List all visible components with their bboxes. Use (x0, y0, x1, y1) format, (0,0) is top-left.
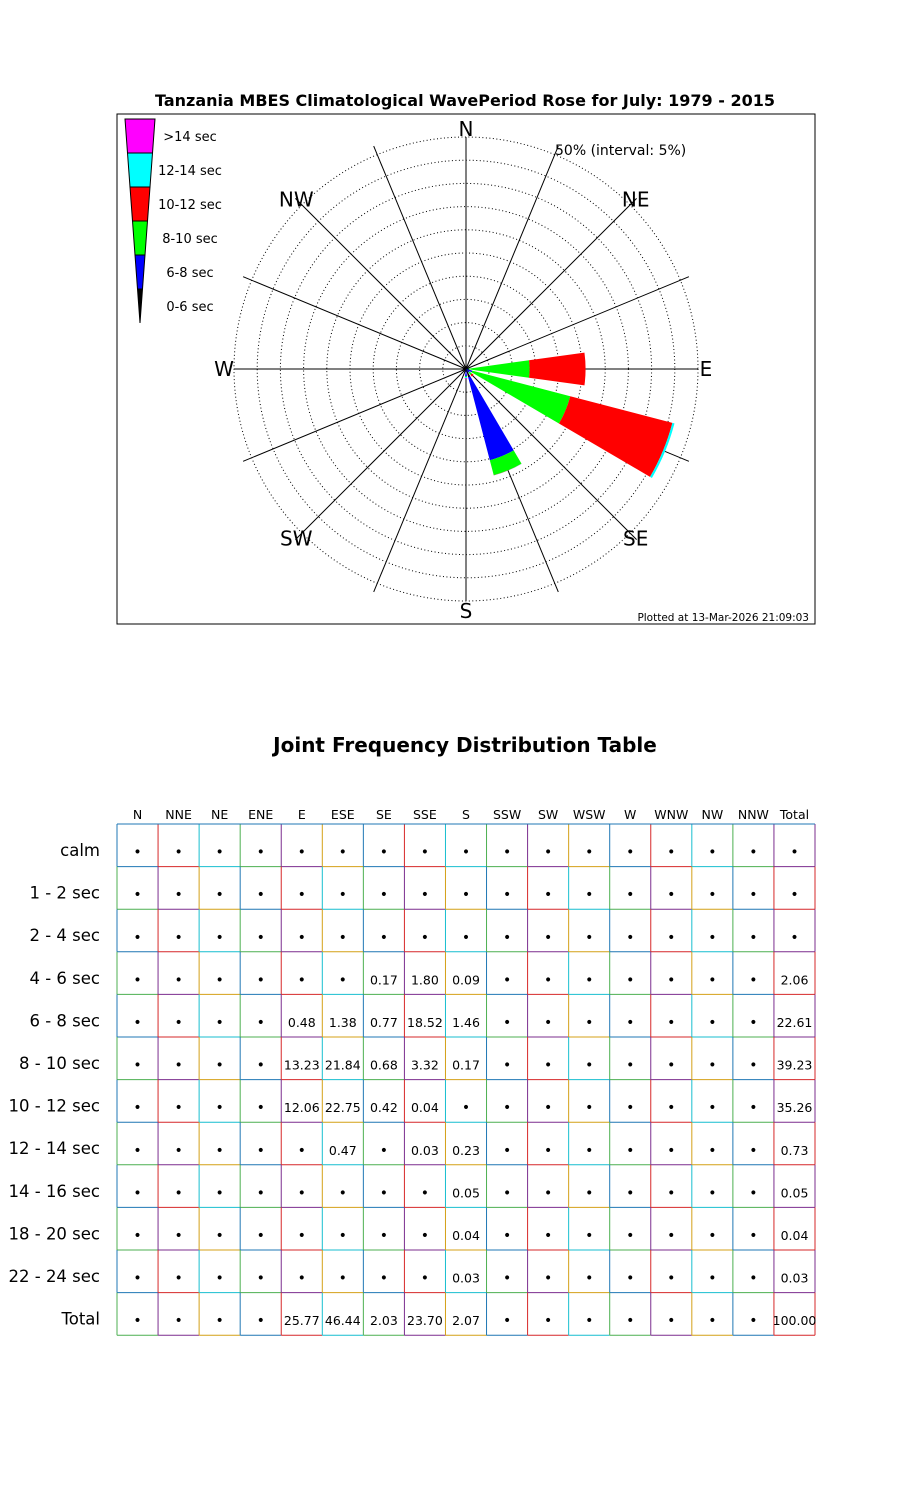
table-cell: • (420, 1270, 430, 1287)
table-cell: 0.04 (452, 1228, 480, 1243)
table-cell: • (543, 1057, 553, 1074)
table-cell: 0.05 (780, 1185, 809, 1201)
table-cell: • (297, 844, 306, 861)
table-cell: • (420, 844, 430, 861)
table-cell: • (790, 887, 799, 904)
table-cell: • (379, 887, 389, 904)
table-cell: • (667, 1313, 676, 1330)
compass-S: S (459, 599, 473, 623)
table-cell: • (502, 1015, 512, 1031)
table-cell: • (626, 1057, 635, 1074)
table-cell: • (297, 972, 306, 989)
table-cell: • (790, 844, 799, 861)
table-cell: • (461, 1100, 471, 1117)
table-cell: 0.05 (452, 1185, 480, 1201)
col-header-SW: SW (537, 807, 559, 822)
table-cell: • (543, 972, 553, 989)
table-cell: • (256, 972, 265, 989)
table-cell: • (256, 887, 265, 904)
table-cell: • (174, 1015, 183, 1031)
table-cell: • (626, 1100, 635, 1117)
table-cell: • (174, 844, 183, 861)
table-cell: • (256, 1270, 265, 1287)
table-cell: 1.38 (328, 1015, 357, 1030)
legend-label: 6-8 sec (166, 266, 214, 281)
table-cell: • (379, 1142, 389, 1159)
table-cell: 0.03 (452, 1270, 480, 1286)
table-cell: • (338, 972, 347, 989)
table-cell: • (174, 1313, 183, 1330)
table-cell: 21.84 (324, 1057, 361, 1073)
table-cell: 0.42 (369, 1100, 398, 1116)
table-cell: • (215, 1100, 224, 1117)
table-cell: 46.44 (324, 1313, 361, 1329)
table-cell: • (338, 1228, 347, 1244)
table-cell: • (174, 972, 183, 989)
table-cell: • (420, 887, 430, 904)
table-cell: • (543, 1142, 553, 1159)
table-cell: • (667, 1270, 676, 1287)
table-cell: • (667, 1228, 676, 1244)
table-cell: • (420, 1185, 430, 1202)
table-cell: • (667, 1142, 676, 1159)
table-cell: • (543, 929, 553, 946)
table-cell: • (708, 1270, 717, 1287)
table-cell: • (790, 929, 799, 946)
table-cell: • (749, 929, 758, 946)
table-cell: • (256, 1313, 265, 1330)
table-cell: • (708, 929, 717, 946)
table-cell: • (626, 1015, 635, 1031)
col-header-W: W (624, 807, 637, 822)
plot-timestamp: Plotted at 13-Mar-2026 21:09:03 (637, 612, 809, 624)
table-cell: 0.03 (780, 1270, 809, 1286)
table-cell: • (667, 972, 676, 989)
table-cell: • (502, 1142, 512, 1159)
table-cell: • (461, 844, 471, 861)
table-cell: 1.46 (452, 1015, 480, 1030)
table-cell: 0.47 (328, 1142, 357, 1158)
table-cell: • (297, 887, 306, 904)
table-cell: • (215, 1142, 224, 1159)
col-header-WSW: WSW (572, 807, 606, 822)
table-cell: • (708, 1228, 717, 1244)
table-cell: • (502, 1100, 512, 1117)
table-cell: • (297, 1142, 306, 1159)
table-cell: • (256, 1228, 265, 1244)
legend-label: 0-6 sec (166, 300, 214, 315)
table-cell: • (133, 1100, 142, 1117)
table-cell: • (256, 1185, 265, 1202)
table-cell: • (502, 1185, 512, 1202)
table-cell: • (338, 844, 347, 861)
table-cell: • (585, 929, 594, 946)
table-cell: • (667, 929, 676, 946)
row-label: 8 - 10 sec (18, 1054, 100, 1073)
table-cell: • (338, 887, 347, 904)
table-cell: • (338, 1270, 347, 1287)
table-cell: 25.77 (283, 1313, 320, 1329)
table-cell: • (626, 887, 635, 904)
table-cell: 22.75 (324, 1100, 361, 1116)
table-cell: 0.23 (452, 1142, 480, 1158)
table-cell: • (626, 972, 635, 989)
scale-label: 50% (interval: 5%) (555, 143, 687, 159)
table-cell: • (543, 1228, 553, 1244)
table-cell: • (543, 1313, 553, 1330)
table-cell: • (626, 929, 635, 946)
table-cell: • (585, 1015, 594, 1031)
table-cell: • (585, 1142, 594, 1159)
table-column-headers (133, 807, 809, 822)
table-cell: • (461, 887, 471, 904)
table-cell: • (749, 1057, 758, 1074)
col-header-ESE: ESE (330, 807, 355, 822)
col-header-NW: NW (701, 807, 724, 822)
table-cell: • (543, 1015, 553, 1031)
table-cell: • (215, 929, 224, 946)
table-cell: • (667, 1057, 676, 1074)
table-cell: • (502, 1313, 512, 1330)
table-cell: • (256, 1142, 265, 1159)
compass-N: N (458, 117, 474, 141)
row-label: 18 - 20 sec (8, 1224, 100, 1244)
table-cell: • (297, 1228, 306, 1244)
table-cell: • (133, 1185, 142, 1202)
table-cell: • (667, 887, 676, 904)
table-cell: • (749, 1100, 758, 1117)
table-cell: • (585, 1313, 594, 1330)
chart-title: Tanzania MBES Climatological WavePeriod Rose for July: 1979 - 2015 (155, 91, 775, 110)
table-cell: 12.06 (283, 1100, 320, 1116)
table-cell: • (502, 1270, 512, 1287)
table-cell: • (749, 1142, 758, 1159)
table-cells (133, 845, 816, 1330)
row-label: 4 - 6 sec (29, 968, 100, 988)
table-cell: 2.06 (780, 972, 809, 988)
table-cell: • (708, 1142, 717, 1159)
table-cell: • (708, 1313, 717, 1330)
table-cell: • (215, 1185, 224, 1202)
table-cell: • (667, 1100, 676, 1117)
table-cell: • (133, 1313, 142, 1330)
compass-NE: NE (621, 187, 650, 212)
table-cell: 0.17 (369, 972, 398, 988)
table-cell: • (543, 887, 553, 904)
compass-E: E (699, 357, 713, 381)
table-cell: • (174, 1228, 183, 1244)
row-label: 2 - 4 sec (29, 926, 100, 946)
table-cell: • (256, 1015, 265, 1031)
table-cell: • (502, 887, 512, 904)
table-cell: • (585, 844, 594, 861)
table-cell: 0.17 (452, 1057, 480, 1073)
table-cell: • (585, 1185, 594, 1202)
table-cell: • (133, 1228, 142, 1244)
table-cell: • (543, 1185, 553, 1202)
row-label: 6 - 8 sec (29, 1011, 100, 1031)
table-cell: • (297, 1185, 306, 1202)
col-header-SE: SE (375, 807, 392, 822)
table-cell: • (667, 844, 676, 861)
table-cell: • (174, 929, 183, 946)
table-cell: 23.70 (407, 1313, 443, 1329)
table-cell: 0.09 (452, 972, 480, 988)
table-cell: • (215, 1228, 224, 1244)
table-cell: 2.03 (369, 1313, 398, 1329)
table-cell: • (502, 972, 512, 989)
table-cell: • (297, 929, 306, 946)
row-label: 1 - 2 sec (29, 883, 100, 903)
table-cell: • (379, 1228, 389, 1244)
table-cell: • (461, 929, 471, 946)
table-cell: • (749, 844, 758, 861)
table-cell: • (667, 1185, 676, 1202)
col-header-E: E (297, 807, 306, 822)
table-cell: 39.23 (776, 1057, 813, 1073)
table-cell: • (626, 844, 635, 861)
table-cell: 100.00 (772, 1313, 817, 1329)
table-cell: • (338, 929, 347, 946)
table-cell: • (585, 1100, 594, 1117)
table-cell: 0.04 (780, 1228, 809, 1243)
table-cell: • (256, 1057, 265, 1074)
table-cell: • (215, 887, 224, 904)
table-cell: • (585, 1270, 594, 1287)
table-cell: • (502, 1057, 512, 1074)
table-cell: • (502, 844, 512, 861)
table-cell: • (749, 972, 758, 989)
col-header-NNE: NNE (165, 807, 192, 822)
table-cell: • (749, 1270, 758, 1287)
table-cell: 2.07 (452, 1313, 480, 1329)
table-cell: • (708, 972, 717, 989)
table-cell: • (133, 929, 142, 946)
table-cell: • (379, 844, 389, 861)
col-header-NNW: NNW (737, 807, 769, 822)
compass-SW: SW (280, 526, 313, 551)
col-header-ENE: ENE (248, 807, 274, 822)
table-cell: • (543, 844, 553, 861)
table-cell: 3.32 (410, 1057, 439, 1073)
table-cell: • (749, 887, 758, 904)
table-cell: • (585, 972, 594, 989)
table-cell: • (585, 1228, 594, 1244)
table-cell: • (215, 972, 224, 989)
table-cell: • (420, 929, 430, 946)
table-cell: • (174, 1270, 183, 1287)
table-cell: • (626, 1228, 635, 1244)
table-cell: • (338, 1185, 347, 1202)
table-cell: • (708, 1015, 717, 1031)
table-cell: • (585, 1057, 594, 1074)
col-header-N: N (132, 807, 143, 822)
table-cell: • (174, 1057, 183, 1074)
table-cell: • (749, 1185, 758, 1202)
table-cell: 0.04 (410, 1100, 439, 1116)
table-cell: • (133, 887, 142, 904)
table-cell: • (133, 844, 142, 861)
table-cell: • (174, 887, 183, 904)
table-cell: 0.48 (287, 1015, 316, 1030)
table-cell: • (626, 1185, 635, 1202)
table-cell: • (256, 844, 265, 861)
legend-label: 8-10 sec (162, 232, 218, 247)
table-cell: • (133, 1015, 142, 1031)
table-cell: • (133, 1057, 142, 1074)
table-cell: • (420, 1228, 430, 1244)
table-cell: • (749, 1313, 758, 1330)
compass-W: W (214, 357, 234, 381)
col-header-S: S (462, 807, 470, 822)
table-cell: • (133, 1142, 142, 1159)
table-cell: • (626, 1270, 635, 1287)
table-cell: • (133, 1270, 142, 1287)
table-cell: • (708, 1185, 717, 1202)
table-cell: 18.52 (407, 1015, 443, 1030)
table-cell: • (215, 844, 224, 861)
table-cell: • (256, 1100, 265, 1117)
table-cell: 0.77 (369, 1015, 398, 1030)
row-label: calm (60, 841, 100, 860)
col-header-WNW: WNW (654, 807, 689, 822)
table-cell: • (543, 1270, 553, 1287)
table-cell: • (215, 1015, 224, 1031)
table-cell: 22.61 (776, 1015, 813, 1030)
row-label: Total (61, 1309, 100, 1329)
table-cell: • (667, 1015, 676, 1031)
table-cell: • (379, 1270, 389, 1287)
table-cell: • (297, 1270, 306, 1287)
table-cell: 35.26 (776, 1100, 813, 1116)
table-cell: • (174, 1185, 183, 1202)
table-cell: • (174, 1142, 183, 1159)
legend-label: 10-12 sec (158, 198, 222, 213)
table-cell: 0.03 (410, 1142, 439, 1158)
table-cell: • (708, 844, 717, 861)
col-header-Total: Total (779, 807, 810, 822)
table-cell: • (133, 972, 142, 989)
table-cell: • (749, 1228, 758, 1244)
table-cell: 1.80 (410, 972, 439, 988)
table-cell: • (256, 929, 265, 946)
row-label: 22 - 24 sec (8, 1267, 100, 1286)
table-cell: • (708, 1100, 717, 1117)
table-cell: 13.23 (283, 1057, 320, 1073)
legend-label: >14 sec (163, 130, 217, 145)
table-cell: • (708, 887, 717, 904)
compass-NW: NW (278, 187, 314, 212)
col-header-NE: NE (210, 807, 229, 822)
table-cell: • (379, 1185, 389, 1202)
table-row-labels (9, 841, 101, 1329)
table-cell: • (215, 1313, 224, 1330)
row-label: 10 - 12 sec (8, 1096, 100, 1116)
row-label: 14 - 16 sec (8, 1181, 100, 1201)
table-cell: • (502, 1228, 512, 1244)
table-cell: • (502, 929, 512, 946)
table-cell: 0.68 (369, 1057, 398, 1073)
table-cell: • (379, 929, 389, 946)
row-label: 12 - 14 sec (8, 1139, 100, 1159)
table-cell: • (543, 1100, 553, 1117)
table-cell: • (215, 1270, 224, 1287)
col-header-SSW: SSW (492, 807, 522, 822)
table-cell: • (215, 1057, 224, 1074)
table-title: Joint Frequency Distribution Table (273, 733, 657, 757)
table-cell: • (585, 887, 594, 904)
table-cell: 0.73 (780, 1142, 809, 1158)
table-cell: • (174, 1100, 183, 1117)
legend-label: 12-14 sec (158, 164, 222, 179)
table-cell: • (708, 1057, 717, 1074)
compass-SE: SE (623, 526, 649, 551)
col-header-SSE: SSE (413, 807, 437, 822)
table-cell: • (626, 1313, 635, 1330)
table-cell: • (626, 1142, 635, 1159)
table-cell: • (749, 1015, 758, 1031)
